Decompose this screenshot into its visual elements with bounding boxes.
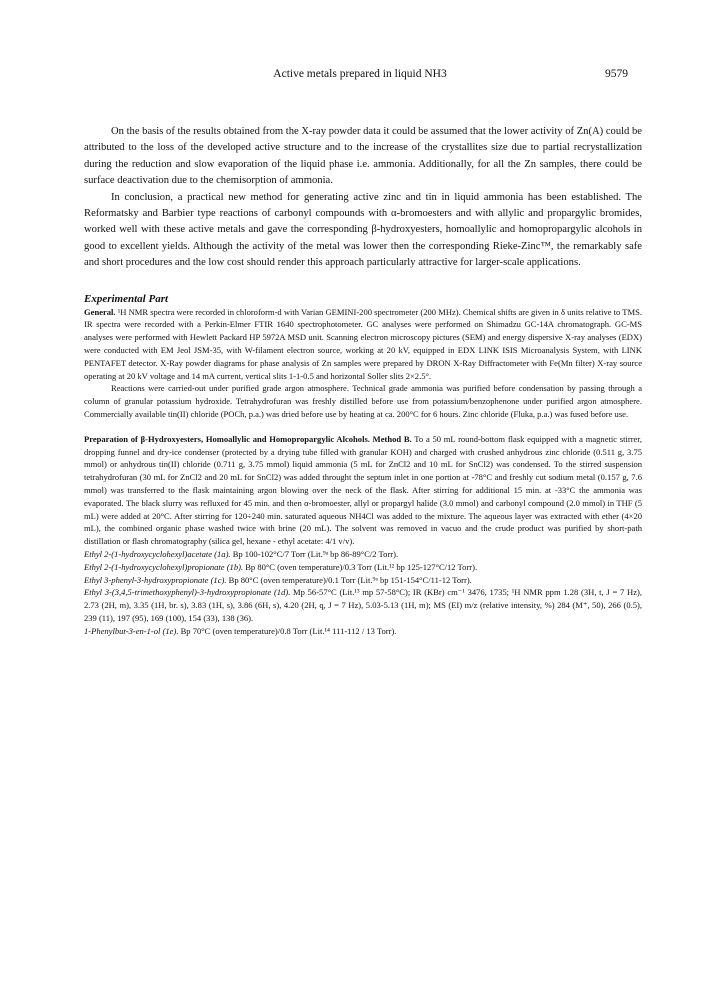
compound-data: Bp 100-102°C/7 Torr (Lit.⁹ᵃ bp 86-89°C/2 Torr). xyxy=(230,549,399,559)
compound-entry xyxy=(84,561,642,574)
article-body xyxy=(84,124,642,638)
running-title: Active metals prepared in liquid NH3 xyxy=(273,68,447,80)
compound-name: Ethyl 2-(1-hydroxycyclohexyl)propionate (1b). xyxy=(84,561,244,572)
preparation-text: To a 50 mL round-bottom flask equipped with a magnetic stirrer, dropping funnel and dry-ice condenser (protected by a drying tube filled with granular KOH) and charged with crushed anhydrous zinc chloride (0.511 g, 3.75 mmol) or anhydrous tin(II) chloride (0.711 g, 3.75 mmol) liquid ammonia (5 mL for ZnCl2 and 10 mL for SnCl2) was condensed. To the stirred suspension tetrahydrofuran (30 mL for ZnCl2 and 20 mL for SnCl2) was added throught the septum inlet in one portion at -78°C and freshly cut sodium metal (0.157 g, 7.6 mmol) was transferred to the flask maintaining argon blowing over the neck of the flask. After stirring for additional 15 min. at -33°C the ammonia was evaporated. The black slurry was refluxed for 45 min. and then α-bromoester, allyl or propargyl halide (3.0 mmol) and carbonyl compound (2.0 mmol) in THF (5 mL) were added at 20°C. After stirring for 120÷240 min. saturated aqueous NH4Cl was added to the mixture. The aqueous layer was extracted with ether (4×20 mL), the combined organic phase washed twice with brine (20 mL). The solvent was removed in vacuo and the crude product was purified by short-path distillation or flash chromatography (silica gel, hexane - ethyl acetate: 4/1 v/v). xyxy=(84,433,642,547)
compound-name: Ethyl 2-(1-hydroxycyclohexyl)acetate (1a). xyxy=(84,549,231,559)
compound-data: Bp 80°C (oven temperature)/0.1 Torr (Lit.⁹ᵃ bp 151-154°C/11-12 Torr). xyxy=(226,574,472,585)
section-heading-experimental: Experimental Part xyxy=(84,292,169,305)
compound-data: Mp 56-57°C (Lit.¹³ mp 57-58°C); IR (KBr) cm⁻¹ 3476, 1735; ¹H NMR ppm 1.28 (3H, t, J = 7 Hz), 2.73 (2H, m), 3.35 (1H, br. s), 3.83 (1H, s), 3.86 (6H, s), 4.20 (2H, q, J = 7 Hz), 5.03-5.13 (1H, m); MS (EI) m/z (relative intensity, %) 284 (M⁺, 50), 266 (0.5), 239 (11), 197 (95), 169 (100), 154 (33), 138 (36). xyxy=(84,587,642,623)
paragraph-conclusion: In conclusion, a practical new method for generating active zinc and tin in liquid ammonia has been established. The Reformatsky and Barbier type reactions of carbonyl compounds with α-bromoesters and with allylic and propargylic bromides, worked well with these active metals and gave the corresponding β-hydroxyesters, homoallylic and homopropargylic alcohols in good to excellent yields. Although the activity of the metal was lower then the corresponding Rieke-Zinc™, the remarkably safe and short procedures and the low cost should render this approach particularly attractive for larger-scale applications. xyxy=(84,191,642,269)
compound-data: Bp 80°C (oven temperature)/0.3 Torr (Lit.¹² bp 125-127°C/12 Torr). xyxy=(243,561,478,572)
compound-name: 1-Phenylbut-3-en-1-ol (1e). xyxy=(84,625,179,636)
compound-list xyxy=(84,548,642,638)
compound-data: Bp 70°C (oven temperature)/0.8 Torr (Lit.¹⁴ 111-112 / 13 Torr). xyxy=(178,625,397,636)
preparation-label: Preparation of β-Hydroxyesters, Homoallylic and Homopropargylic Alcohols. Method B. xyxy=(84,433,412,444)
general-text: ¹H NMR spectra were recorded in chloroform-d with Varian GEMINI-200 spectrometer (200 MHz). Chemical shifts are given in δ units relative to TMS. IR spectra were recorded with a Perkin-Elmer FTIR 1640 spectrophotometer. GC analyses were performed on Shimadzu GC-14A chromatograph. GC-MS analyses were performed with Hewlett Packard HP 5972A MSD unit. Scanning electron microscopy pictures (SEM) and energy dispersive X-ray analyses (EDX) were conducted with EM Jeol JSM-35, with W-filament electron source, working at 20 kV, equipped in EDX LINK ISIS Microanalysis System, with LINK PENTAFET detector. X-Ray powder diagrams for phase analysis of Zn samples were prepared by DRON X-Ray Diffractometer with Fe(Mn filter) X-ray source operating at 20 kV voltage and 14 mA current, vertical slits 1-1-0.5 and horizontal Soller slits 2×2.5°. xyxy=(84,306,642,381)
compound-name: Ethyl 3-(3,4,5-trimethoxyphenyl)-3-hydroxypropionate (1d). xyxy=(84,587,291,598)
compound-entry xyxy=(84,625,642,638)
page-number: 9579 xyxy=(605,68,628,80)
compound-entry xyxy=(84,548,642,561)
experimental-section xyxy=(84,306,642,638)
general-label: General. xyxy=(84,306,116,317)
compound-name: Ethyl 3-phenyl-3-hydroxypropionate (1c). xyxy=(84,574,227,585)
discussion-section xyxy=(84,124,642,272)
paragraph-xray-results: On the basis of the results obtained from the X-ray powder data it could be assumed that the lower activity of Zn(A) could be attributed to the loss of the developed active structure and to the increase of the crystallites size due to partial recrystallization during the reduction and slow evaporation of the liquid phase i.e. ammonia. Additionally, for all the Zn samples, there could be surface deactivation due to the chemisorption of ammonia. xyxy=(84,126,643,187)
paragraph-preparation xyxy=(84,433,642,548)
compound-entry xyxy=(84,586,642,624)
paragraph-general xyxy=(84,306,642,383)
compound-entry xyxy=(84,574,642,587)
running-head xyxy=(0,68,720,84)
paragraph-reactions: Reactions were carried-out under purified grade argon atmosphere. Technical grade ammonia was purified before condensation by passing through a column of granular potassium hydroxide. Tetrahydrofuran was freshly distilled before use from potassium/benzophenone under purified argon atmosphere. Commercially available tin(II) chloride (POCh, p.a.) was dried before use by heating at ca. 200°C for 6 hours. Zinc chloride (Fluka, p.a.) was fused before use. xyxy=(84,383,642,420)
